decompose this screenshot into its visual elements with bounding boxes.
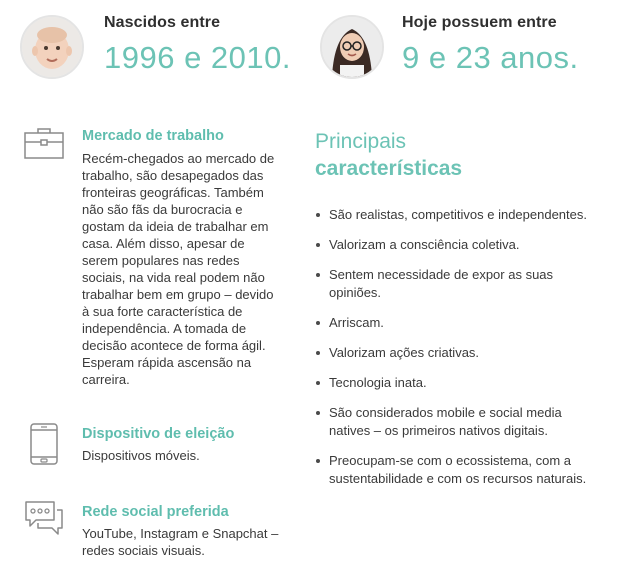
list-item: Arriscam. [315,314,615,332]
born-between-label: Nascidos entre [104,14,221,31]
woman-avatar [320,15,384,79]
social-network-text: YouTube, Instagram e Snapchat – redes sociais visuais. [82,526,279,558]
chat-bubbles-icon [24,500,64,538]
list-item: São considerados mobile e social media natives – os primeiros nativos digitais. [315,404,615,440]
device-text: Dispositivos móveis. [82,448,200,463]
age-range-label: Hoje possuem entre [402,14,557,31]
briefcase-icon [24,127,64,159]
list-item: São realistas, competitivos e independentes. [315,206,615,224]
list-item: Valorizam a consciência coletiva. [315,236,615,254]
list-item: Tecnologia inata. [315,374,615,392]
characteristics-heading [315,128,462,182]
characteristics-title-bold: características [315,157,463,180]
born-between-years: 1996 e 2010. [104,40,292,75]
smartphone-icon [30,423,58,465]
job-market-text: Recém-chegados ao mercado de trabalho, são desapegados das fronteiras geográficas. Também não são fãs da burocracia e gostam da ideia de trabalhar em casa. Além disso, apesar de serem populares nas redes sociais, na vida real podem não trabalhar bem em grupo – devido à sua forte característica de independência. A tomada de decisão acontece de forma ágil. Esperam rápida ascensão na carreira. [82,151,275,387]
device-title: Dispositivo de eleição [82,426,235,442]
baby-avatar [20,15,84,79]
social-network-title: Rede social preferida [82,504,229,520]
characteristics-list [315,206,615,500]
age-range-value: 9 e 23 anos. [402,40,579,75]
list-item: Preocupam-se com o ecossistema, com a sustentabilidade e com os recursos naturais. [315,452,615,488]
job-market-title: Mercado de trabalho [82,128,224,144]
characteristics-title-light: Principais [315,130,407,153]
list-item: Valorizam ações criativas. [315,344,615,362]
list-item: Sentem necessidade de expor as suas opiniões. [315,266,615,302]
